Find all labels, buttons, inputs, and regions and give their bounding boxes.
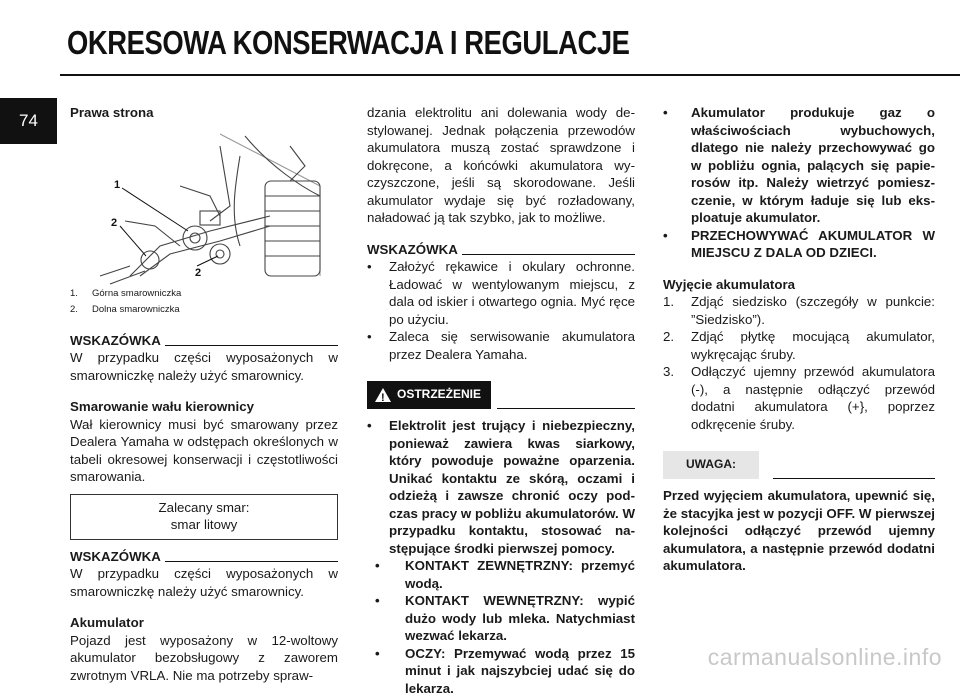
notice-text: Przed wyjęciem akumulatora, upewnić się, że stacyjka jest w pozycji OFF. W pierwszej kolejności odłączyć przewód ujemny akumulatora, a następnie przewód dodatni akumulatora.: [663, 487, 935, 575]
warning-subitem-3: • OCZY: Przemywać wodą przez 15 minut i jak najszybciej udać się do lekarza.: [367, 645, 635, 697]
watermark: carmanualsonline.info: [708, 644, 942, 671]
page-number-tab: 74: [0, 98, 57, 144]
suspension-illustration: [70, 126, 338, 286]
heading-smarowanie-walu: Smarowanie wału kierownicy: [70, 398, 338, 416]
note-item-2: • Zaleca się serwisowanie akumulatora przez Dealera Yamaha.: [367, 328, 635, 363]
heading-akumulator: Akumulator: [70, 614, 338, 632]
akumulator-text: Pojazd jest wyposażony w 12-woltowy akumulator bezobsługowy z zaworem zwrotnym VRLA. Nie ma potrzeby spraw-: [70, 632, 338, 685]
note-text-1: W przypadku części wyposażonych w smarowniczkę należy użyć smarownicy.: [70, 349, 338, 384]
note-heading-1: WSKAZÓWKA: [70, 332, 338, 350]
heading-prawa-strona: Prawa strona: [70, 104, 338, 122]
battery-continued-text: dzania elektrolitu ani dolewania wody destylowanej. Jednak połączenia przewodów akumulatora muszą zostać sprawdzone i dokręcone, a końcówki akumulatora wyczyszczone, jeśli są skorodowane. Jeśli akumulator wydaje się być rozładowany, naładować ją tak szybko, jak to możliwe.: [367, 104, 635, 227]
notice-header: [663, 451, 935, 479]
warning-subitem-2: • KONTAKT WEWNĘTRZNY: wypić dużo wody lub mleka. Natychmiast wezwać lekarza.: [367, 592, 635, 645]
warning-subitem-1: • KONTAKT ZEWNĘTRZNY: przemyć wodą.: [367, 557, 635, 592]
title-rule: [60, 74, 960, 76]
column-1: [70, 104, 338, 684]
caption-1: 1. Górna smarowniczka: [70, 286, 338, 302]
caption-2: 2. Dolna smarowniczka: [70, 302, 338, 318]
note-heading-3: WSKAZÓWKA: [367, 241, 635, 259]
page-title: OKRESOWA KONSERWACJA I REGULACJE: [67, 24, 629, 62]
warning-header: [367, 381, 635, 409]
step-3: 3. Odłączyć ujemny przewód akumulatora (-), a następnie odłączyć przewód dodatni akumulatora (+}, poprzez odkręcenie śruby.: [663, 363, 935, 433]
note-text-2: W przypadku części wyposażonych w smarowniczkę należy użyć smarownicy.: [70, 565, 338, 600]
warning-triangle-icon: !: [375, 388, 391, 402]
note-item-1: • Założyć rękawice i okulary ochronne. Ładować w wentylowanym miejscu, z dala od iskier i otwartego ognia. Myć ręce po użyciu.: [367, 258, 635, 328]
warning-badge: ! OSTRZEŻENIE: [367, 381, 491, 409]
lubricant-box: Zalecany smar: smar litowy: [70, 494, 338, 540]
bullet-1: • Akumulator produkuje gaz o właściwościach wybuchowych, dlatego nie należy przechowywać go w pobliżu ognia, palących się papierosów itp. Należy wietrzyć pomieszczenie, w którym ładuje się lub eksploatuje akumulator.: [663, 104, 935, 227]
column-3: [663, 104, 935, 575]
figure-label-2b: 2: [195, 267, 201, 279]
figure-label-2a: 2: [111, 217, 117, 229]
smarowanie-walu-text: Wał kierownicy musi być smarowany przez Dealera Yamaha w odstępach określonych w tabeli okresowej konserwacji i częstotliwości smarowania.: [70, 416, 338, 486]
figure-label-1: 1: [114, 179, 120, 191]
note-heading-2: WSKAZÓWKA: [70, 548, 338, 566]
warning-item: • Elektrolit jest trujący i niebezpieczny, ponieważ zawiera kwas siarkowy, który powoduje poważne oparzenia. Unikać kontaktu ze skórą, oczami i odzieżą i zawsze chronić oczy podczas pracy w pobliżu akumulatorów. W przypadku kontaktu, stosować następujące środki pierwszej pomocy.: [367, 417, 635, 557]
bullet-2: • PRZECHOWYWAĆ AKUMULATOR W MIEJSCU Z DALA OD DZIECI.: [663, 227, 935, 262]
heading-wyjecie: Wyjęcie akumulatora: [663, 276, 935, 294]
step-2: 2. Zdjąć płytkę mocującą akumulator, wykręcając śruby.: [663, 328, 935, 363]
grease-nipple-figure: [70, 126, 338, 286]
column-2: [367, 104, 635, 697]
notice-badge: UWAGA:: [663, 451, 759, 479]
step-1: 1. Zdjąć siedzisko (szczegóły w punkcie: ”Siedzisko”).: [663, 293, 935, 328]
